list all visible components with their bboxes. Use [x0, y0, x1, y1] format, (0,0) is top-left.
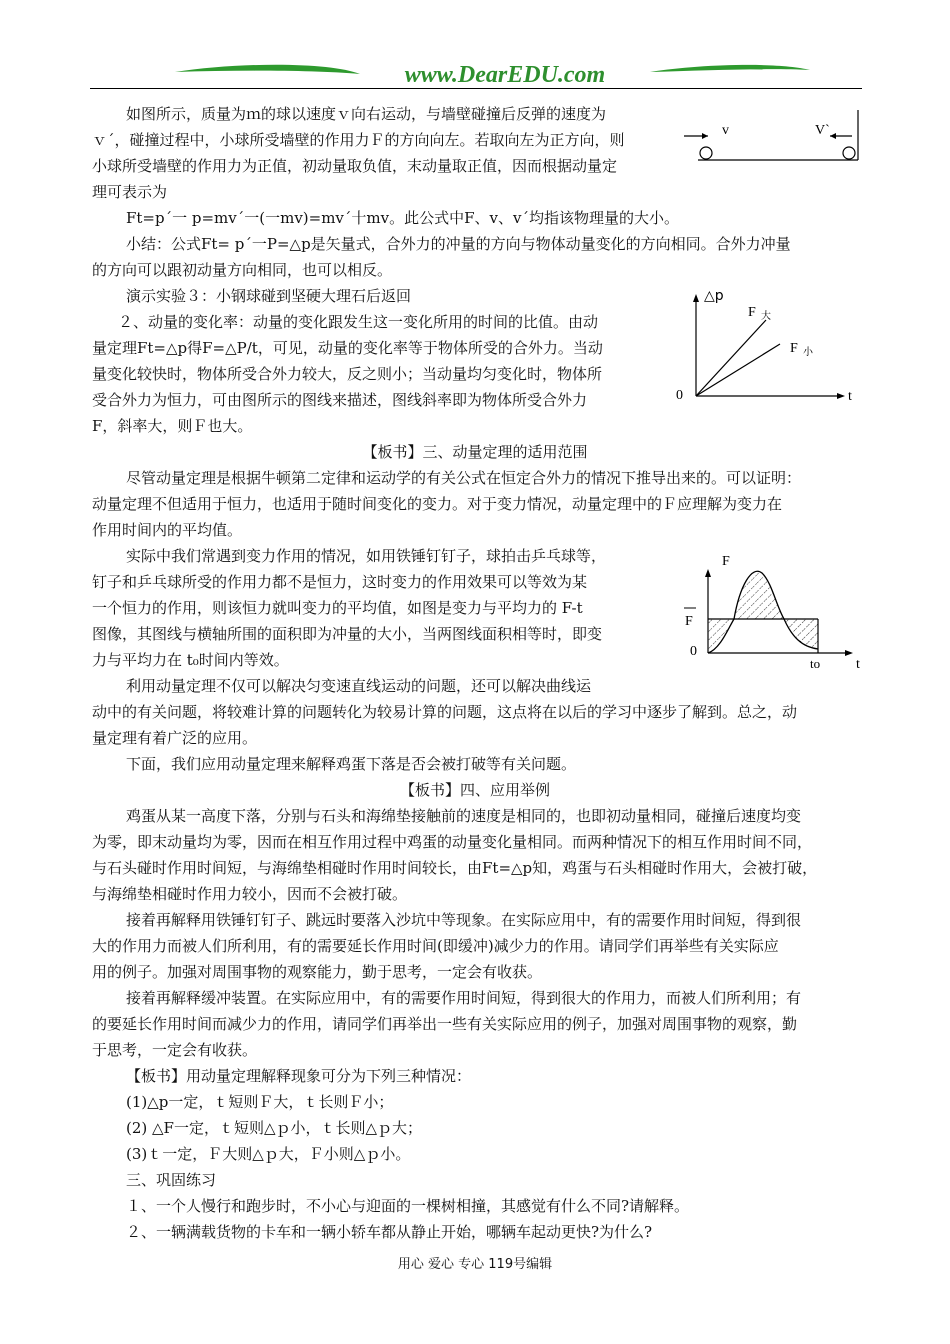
page-footer: 用心 爱心 专心 119号编辑 [397, 1257, 553, 1272]
t0-label: to [810, 656, 821, 671]
text-line: 如图所示，质量为ｍ的球以速度ｖ向右运动，与墙壁碰撞后反弹的速度为 [126, 105, 607, 123]
text-line: 接着再解释用铁锤钉钉子、跳远时要落入沙坑中等现象。在实际应用中，有的需要作用时间短，得到很 [126, 911, 802, 929]
text-line: 实际中我们常遇到变力作用的情况，如用铁锤钉钉子，球拍击乒乓球等， [126, 547, 607, 565]
text-line: 尽管动量定理是根据牛顿第二定律和运动学的有关公式在恒定合外力的情况下推导出来的。可以证明： [126, 469, 802, 487]
line-f-small [696, 344, 780, 396]
list-item: (3)ｔ一定，Ｆ大则△ｐ大，Ｆ小则△ｐ小。 [126, 1145, 411, 1163]
dp-t-graph [670, 284, 870, 406]
text-line: ｖ´，碰撞过程中，小球所受墙壁的作用力Ｆ的方向向左。若取向左为正方向，则 [92, 131, 625, 149]
text-line: 动量定理不但适用于恒力，也适用于随时间变化的变力。对于变力情况，动量定理中的Ｆ应理解为变力在 [92, 495, 783, 513]
average-force-label: F [685, 614, 693, 629]
hatched-area-right [784, 619, 818, 649]
y-axis-arrow [705, 569, 711, 577]
text-line: 理可表示为 [92, 183, 168, 201]
text-line: 作用时间内的平均值。 [92, 521, 243, 539]
ball-right [843, 147, 855, 159]
text-line: 动中的有关问题，将较难计算的问题转化为较易计算的问题，这点将在以后的学习中逐步了解到。总之，动 [92, 703, 798, 721]
text-line: 受合外力为恒力，可由图所示的图线来描述，图线斜率即为物体所受合外力 [92, 391, 588, 409]
hatched-area-peak [734, 571, 784, 619]
f-t-graph [676, 545, 872, 675]
text-line: 大的作用力而被人们所利用，有的需要延长作用时间(即缓冲)减少力的作用。请同学们再举些有关实际应 [92, 937, 779, 955]
text-line: 用的例子。加强对周围事物的观察能力，勤于思考，一定会有收获。 [92, 963, 543, 981]
text-line: 下面，我们应用动量定理来解释鸡蛋下落是否会被打破等有关问题。 [126, 755, 577, 773]
text-line: 小结：公式Ft= p´一P=△p是矢量式，合外力的冲量的方向与物体动量变化的方向相同。合外力冲量 [126, 235, 791, 253]
text-line: 为零，即末动量均为零，因而在相互作用过程中鸡蛋的动量变化量相同。而两种情况下的相互作用时间不同， [92, 833, 813, 851]
header-swoosh-graphic [90, 58, 862, 98]
list-item: (1)△p一定，ｔ短则Ｆ大，ｔ长则Ｆ小； [126, 1093, 394, 1111]
section-heading: 【板书】三、动量定理的适用范围 [362, 443, 588, 461]
text-line: 与石头碰时作用时间短，与海绵垫相碰时作用时间较长，由Ft=△p知，鸡蛋与石头相碰时作用大，会被打破， [92, 859, 818, 877]
line-f-big [696, 320, 766, 396]
text-line: 演示实验３：小钢球碰到坚硬大理石后返回 [126, 287, 412, 305]
text-line: 量变化较快时，物体所受合外力较大，反之则小；当动量均匀变化时，物体所 [92, 365, 603, 383]
site-name: www.DearEDU.com [404, 62, 606, 88]
text-line: 小球所受墙壁的作用力为正值，初动量取负值，末动量取正值，因而根据动量定 [92, 157, 618, 175]
text-line: 利用动量定理不仅可以解决匀变速直线运动的问题，还可以解决曲线运 [126, 677, 592, 695]
text-line: 钉子和乒乓球所受的作用力都不是恒力，这时变力的作用效果可以等效为某 [92, 573, 588, 591]
velocity-label-v: v [722, 123, 729, 138]
x-axis-label: t [848, 389, 852, 404]
text-line: 图像，其图线与横轴所围的面积即为冲量的大小，当两图线面积相等时，即变 [92, 625, 603, 643]
text-line: 的方向可以跟初动量方向相同，也可以相反。 [92, 261, 393, 279]
y-axis-label: F [722, 554, 730, 569]
text-line: 量定理有着广泛的应用。 [92, 729, 258, 747]
formula-line: Ft=p´一 p=mv´一(一mv)=mv´十mv。此公式中F、v、v´均指该物理量的大小。 [126, 209, 679, 227]
text-line: ２、动量的变化率：动量的变化跟发生这一变化所用的时间的比值。由动 [118, 313, 599, 331]
text-line: 量定理Ft=△p得F=△P/t，可见，动量的变化率等于物体所受的合外力。当动 [92, 339, 603, 357]
text-line: 鸡蛋从某一高度下落，分别与石头和海绵垫接触前的速度是相同的，也即初动量相同，碰撞后速度均变 [126, 807, 802, 825]
text-line: 于思考，一定会有收获。 [92, 1041, 258, 1059]
exercise-item: ２、一辆满载货物的卡车和一辆小轿车都从静止开始，哪辆车起动更快?为什么? [126, 1223, 653, 1241]
text-line: 【板书】用动量定理解释现象可分为下列三种情况： [126, 1067, 472, 1085]
ball-wall-figure [680, 108, 870, 170]
arrow-left-head [830, 133, 836, 139]
x-axis-arrow [837, 393, 845, 399]
section-heading: 【板书】四、应用举例 [399, 781, 550, 799]
text-line: 的要延长作用时间而减少力的作用，请同学们再举出一些有关实际应用的例子，加强对周围事物的观察，勤 [92, 1015, 798, 1033]
y-axis-label: △p [704, 288, 724, 304]
y-axis-arrow [693, 294, 699, 302]
text-line: 力与平均力在 t₀时间内等效。 [92, 651, 289, 669]
f-small-label: F [790, 341, 798, 356]
right-swoosh [650, 65, 810, 72]
text-line: 接着再解释缓冲装置。在实际应用中，有的需要作用时间短，得到很大的作用力，而被人们所利用；有 [126, 989, 802, 1007]
list-item: (2) △F一定，ｔ短则△ｐ小，ｔ长则△ｐ大； [126, 1119, 423, 1137]
left-swoosh [175, 65, 360, 74]
velocity-label-v2: V` [815, 123, 830, 138]
header-rule [90, 88, 862, 89]
origin-label: 0 [676, 388, 683, 403]
text-line: 一个恒力的作用，则该恒力就叫变力的平均值，如图是变力与平均力的 F-t [92, 599, 583, 617]
ball-left [700, 147, 712, 159]
x-axis-arrow [845, 650, 853, 656]
f-big-label: F [748, 305, 756, 320]
hatched-area-left [708, 619, 734, 653]
x-axis-label: t [856, 657, 860, 672]
f-small-subscript: 小 [803, 347, 813, 358]
section-heading: 三、巩固练习 [126, 1171, 217, 1189]
origin-label: 0 [690, 644, 697, 659]
f-big-subscript: 大 [761, 311, 771, 322]
site-header-banner [90, 58, 862, 98]
text-line: F，斜率大，则Ｆ也大。 [92, 417, 253, 435]
exercise-item: １、一个人慢行和跑步时，不小心与迎面的一棵树相撞，其感觉有什么不同?请解释。 [126, 1197, 690, 1215]
text-line: 与海绵垫相碰时作用力较小，因而不会被打破。 [92, 885, 408, 903]
arrow-right-head [702, 133, 708, 139]
